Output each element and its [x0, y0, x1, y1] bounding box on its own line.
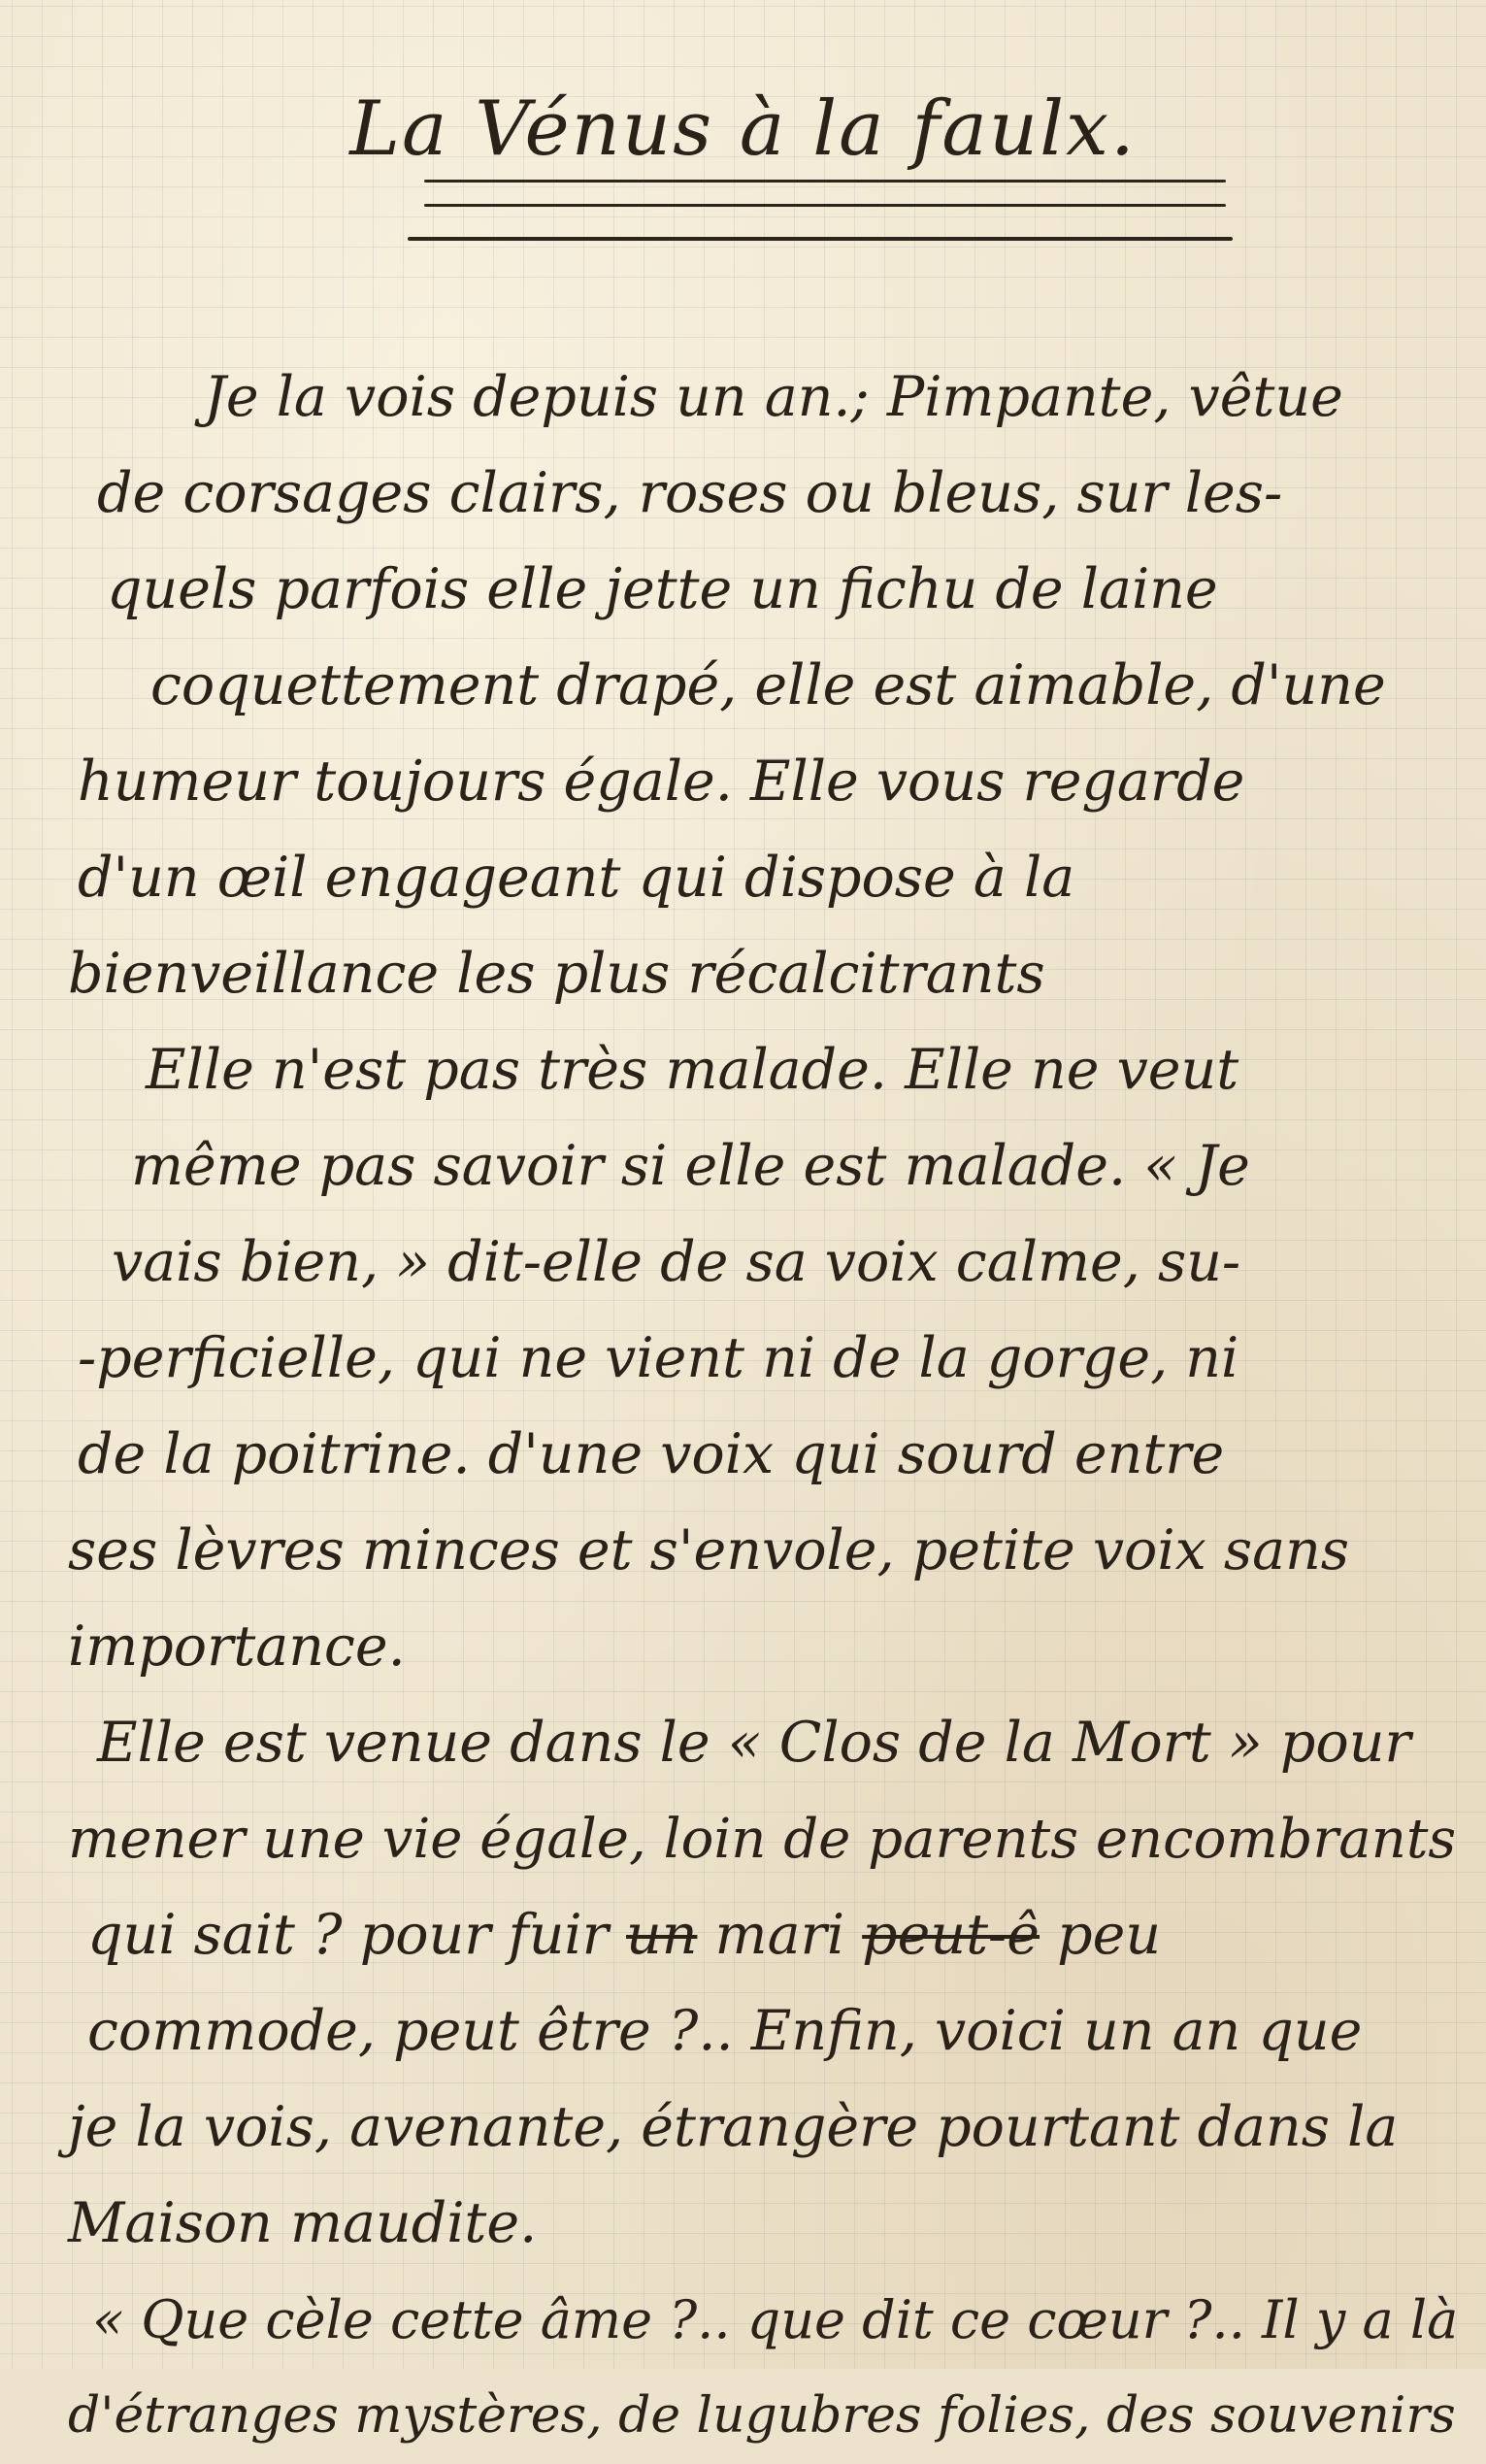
text-line: [68, 1022, 1446, 1118]
text-line: [68, 1503, 1446, 1599]
line-text: Elle est venue dans le « Clos de la Mort » pour: [97, 1711, 1411, 1775]
text-line: [68, 830, 1446, 926]
text-line: [68, 2080, 1446, 2176]
text-line: [68, 2368, 1456, 2464]
title-underline-3: [408, 237, 1233, 241]
text-line: [68, 1791, 1457, 1887]
text-line: [68, 446, 1446, 542]
line-text: humeur toujours égale. Elle vous regarde: [78, 749, 1245, 814]
line-text: coquettement drapé, elle est aimable, d'une: [150, 653, 1386, 717]
text-line: [68, 1599, 1446, 1695]
text-line: [68, 1695, 1446, 1791]
title-underline-2: [424, 204, 1226, 207]
struck-text: un: [626, 1903, 698, 1967]
text-line: [68, 734, 1446, 830]
text-line: [68, 1118, 1446, 1215]
line-text: Elle n'est pas très malade. Elle ne veut: [146, 1038, 1239, 1102]
text-line: [68, 926, 1446, 1022]
title-underline-1: [424, 180, 1226, 183]
line-text: même pas savoir si elle est malade. « Je: [131, 1134, 1250, 1198]
line-text: ses lèvres minces et s'envole, petite voix sans: [68, 1518, 1350, 1582]
line-text: peu: [1040, 1903, 1162, 1967]
line-text: commode, peut être ?.. Enfin, voici un an que: [87, 1999, 1363, 2063]
line-text: Maison maudite.: [68, 2191, 538, 2255]
line-text: de la poitrine. d'une voix qui sourd entre: [78, 1422, 1225, 1486]
text-line: [68, 1215, 1446, 1311]
line-text: mener une vie égale, loin de parents encombrants: [68, 1808, 1457, 1871]
line-text: d'un œil engageant qui dispose à la: [78, 846, 1075, 910]
text-line: [68, 1887, 1446, 1983]
line-text: Je la vois depuis un an.; Pimpante, vêtue: [204, 365, 1343, 429]
line-text: je la vois, avenante, étrangère pourtant dans la: [68, 2095, 1399, 2159]
line-text: qui sait ? pour fuir: [87, 1903, 626, 1967]
line-text: « Que cèle cette âme ?.. que dit ce cœur ?.. Il y a là: [92, 2289, 1459, 2350]
text-line: [68, 638, 1446, 734]
text-line: [68, 1407, 1446, 1503]
page-title: La Vénus à la faulx.: [349, 85, 1137, 173]
line-text: mari: [697, 1903, 863, 1967]
handwritten-body: [68, 350, 1459, 2464]
line-text: d'étranges mystères, de lugubres folies, des souvenirs: [68, 2386, 1456, 2445]
line-text: -perficielle, qui ne vient ni de la gorge, ni: [78, 1326, 1239, 1390]
line-text: vais bien, » dit-elle de sa voix calme, su-: [112, 1230, 1241, 1294]
struck-text: peut-ê: [862, 1903, 1040, 1967]
line-text: importance.: [68, 1615, 406, 1679]
text-line: [68, 2176, 1446, 2272]
text-line: [68, 350, 1446, 446]
text-line: [68, 2272, 1459, 2368]
text-line: [68, 1311, 1446, 1407]
line-text: bienveillance les plus récalcitrants: [68, 942, 1045, 1006]
line-text: de corsages clairs, roses ou bleus, sur les-: [97, 461, 1283, 525]
line-text: quels parfois elle jette un fichu de laine: [107, 557, 1218, 621]
text-line: [68, 1983, 1446, 2080]
text-line: [68, 542, 1446, 638]
